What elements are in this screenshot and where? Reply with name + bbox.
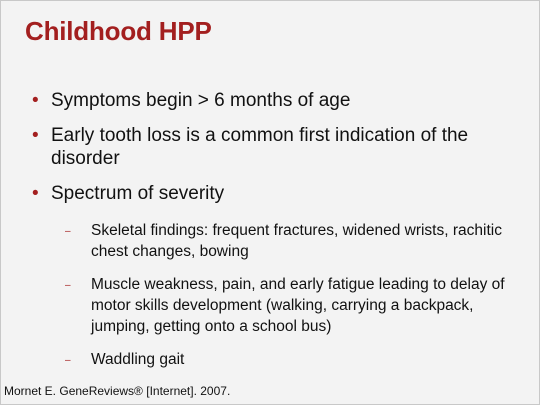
sub-bullet-item [51,220,509,262]
citation: Mornet E. GeneReviews® [Internet]. 2007. [4,384,231,398]
bullet-item [29,89,509,112]
bullet-text: Early tooth loss is a common first indication of the disorder [51,125,469,169]
sub-bullet-list [51,220,509,370]
sub-bullet-item [51,349,509,370]
bullet-text: Spectrum of severity [51,183,225,204]
bullet-item [29,182,509,370]
sub-bullet-text: Waddling gait [91,351,185,368]
bullet-list [29,89,509,382]
bullet-item [29,124,509,170]
slide-title: Childhood HPP [25,16,212,46]
sub-bullet-item [51,274,509,337]
sub-bullet-text: Skeletal findings: frequent fractures, widened wrists, rachitic chest changes, bowing [91,222,502,260]
bullet-text: Symptoms begin > 6 months of age [51,90,351,111]
sub-bullet-text: Muscle weakness, pain, and early fatigue leading to delay of motor skills development (walking, carrying a backpack, jumping, getting onto a school bus) [91,276,505,335]
